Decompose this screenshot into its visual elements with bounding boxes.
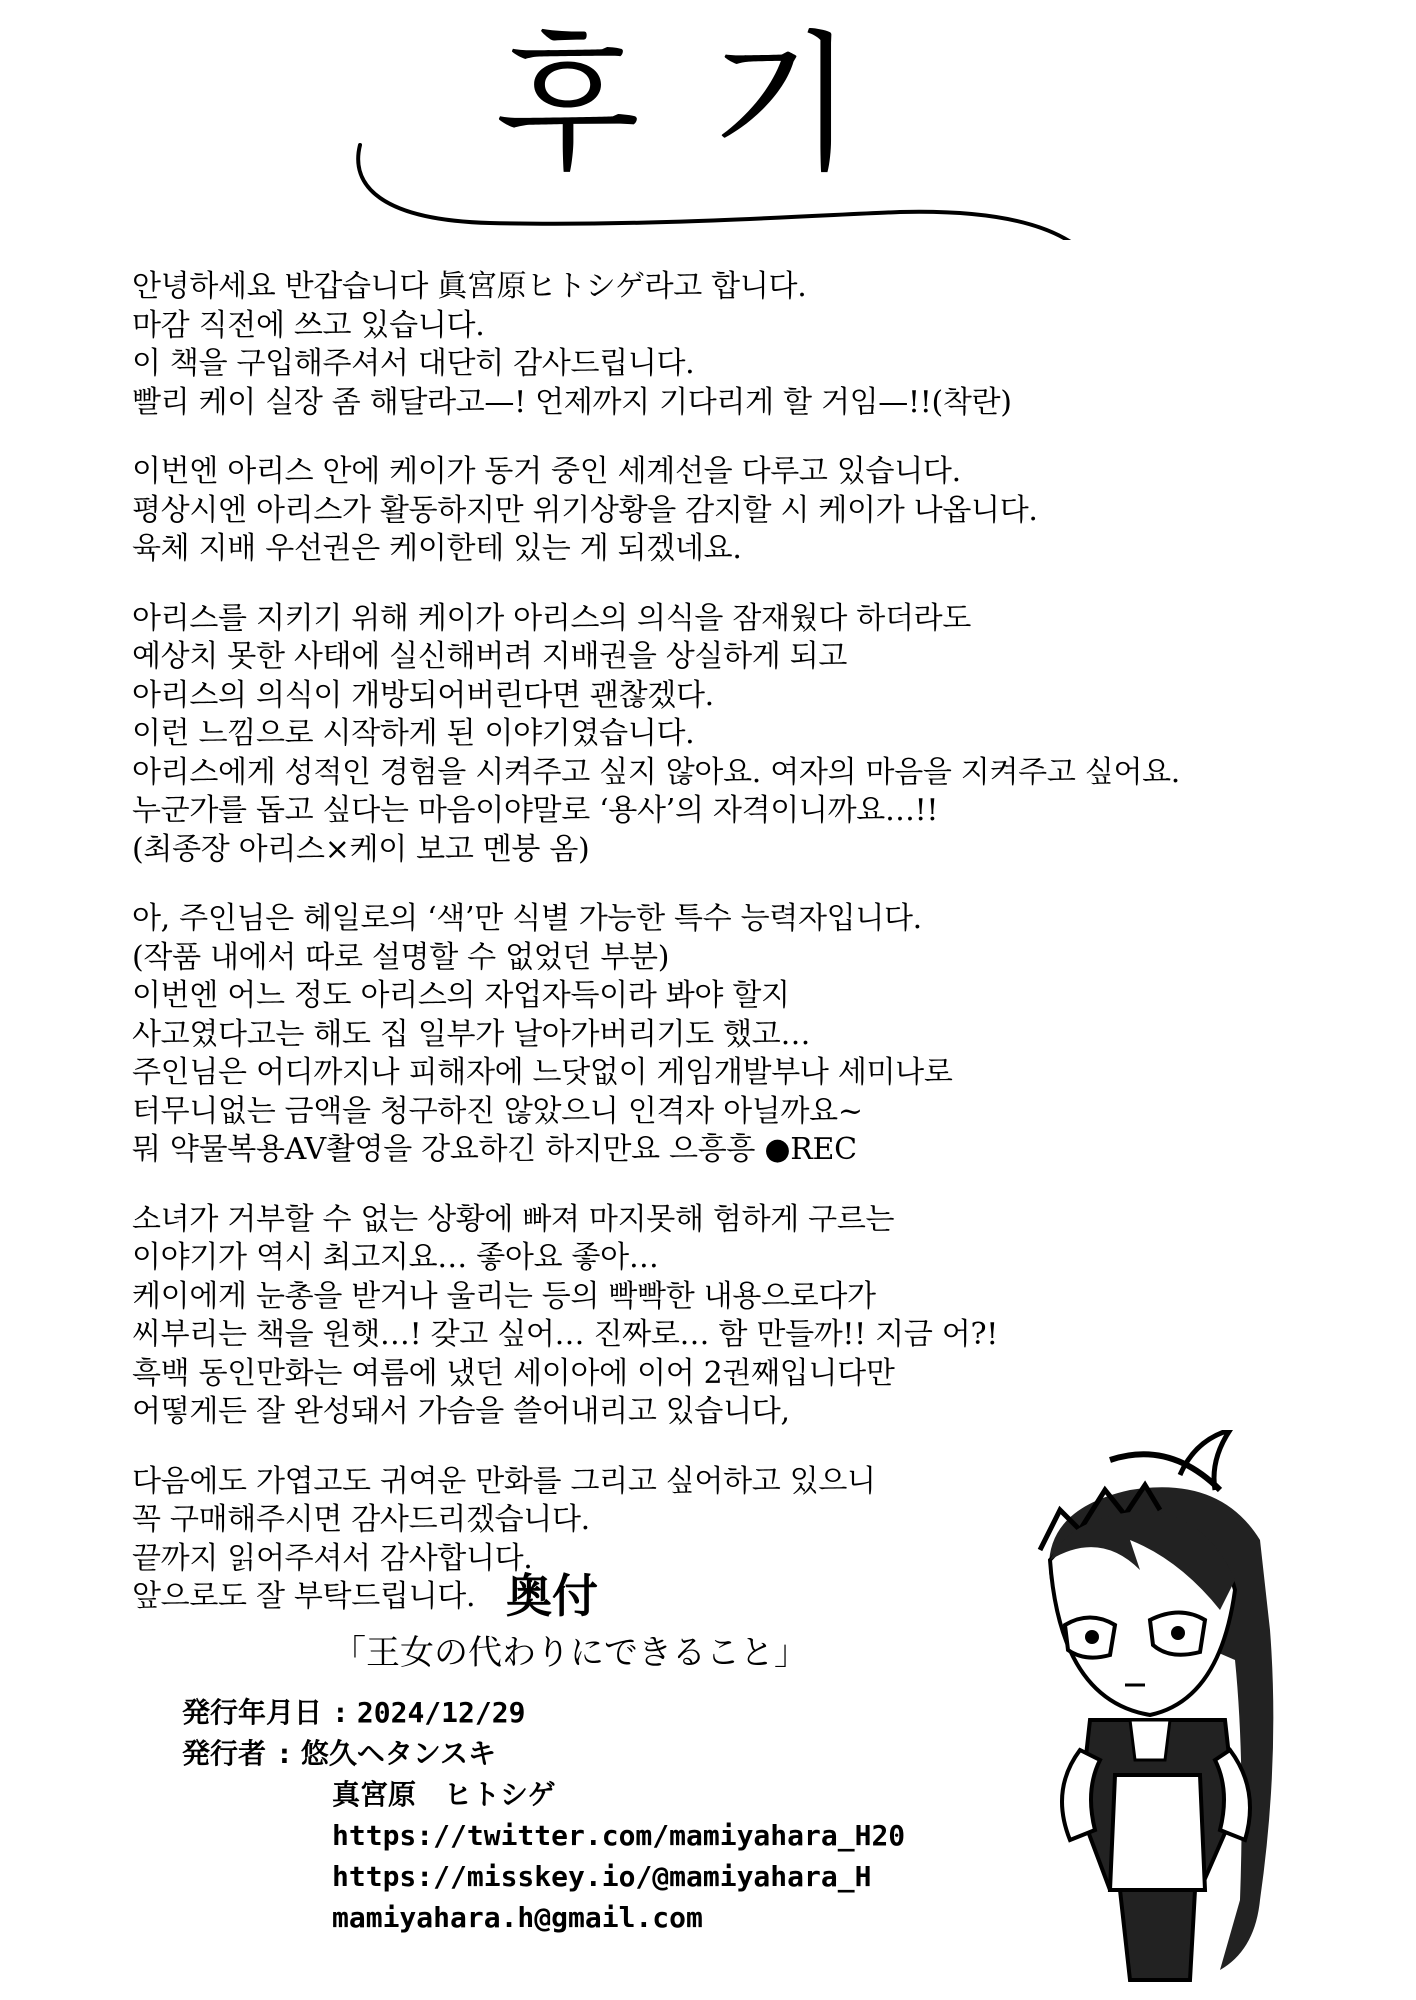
afterword-paragraph (132, 600, 1312, 870)
publish-date-label: 発行年月日 (182, 1696, 323, 1729)
email-link[interactable]: mamiyahara.h@gmail.com (332, 1901, 703, 1934)
afterword-line: 아리스의 의식이 개방되어버린다면 괜찮겠다. (132, 677, 714, 713)
afterword-line: (최종장 아리스×케이 보고 멘붕 옴) (132, 831, 590, 867)
colophon-credits (182, 1692, 905, 1938)
afterword-title (340, 20, 1080, 240)
afterword-line: 끝까지 읽어주셔서 감사합니다. (132, 1540, 533, 1576)
afterword-line: 평상시엔 아리스가 활동하지만 위기상황을 감지할 시 케이가 나옵니다. (132, 492, 1038, 528)
afterword-line: 이 책을 구입해주셔서 대단히 감사드립니다. (132, 346, 695, 381)
afterword-line: 흑백 동인만화는 여름에 냈던 세이아에 이어 2권째입니다만 (132, 1355, 895, 1391)
afterword-line: 씨부리는 책을 원햇…! 갖고 싶어… 진짜로… 함 만들까!! 지금 어?! (132, 1317, 998, 1352)
afterword-line: (작품 내에서 따로 설명할 수 없었던 부분) (132, 939, 670, 975)
afterword-line: 이야기가 역시 최고지요… 좋아요 좋아… (132, 1240, 659, 1275)
publisher-author: 真宮原 ヒトシゲ (332, 1778, 556, 1811)
afterword-line: 빨리 케이 실장 좀 해달라고—! 언제까지 기다리게 할 거임—!!(착란) (132, 384, 1012, 420)
publish-date-row (182, 1692, 905, 1733)
afterword-line: 아, 주인님은 헤일로의 ‘색’만 식별 가능한 특수 능력자입니다. (132, 901, 922, 936)
publisher-row (182, 1733, 905, 1774)
afterword-line: 꼭 구매해주시면 감사드리겠습니다. (132, 1502, 590, 1537)
maid-character-drawing (1020, 1430, 1310, 1985)
maid-character-illustration (1020, 1430, 1310, 1985)
afterword-line: 아리스를 지키기 위해 케이가 아리스의 의식을 잠재웠다 하더라도 (132, 600, 972, 636)
publisher-label: 発行者 (182, 1737, 267, 1770)
afterword-line: 안녕하세요 반갑습니다 眞宮原ヒトシゲ라고 합니다. (132, 269, 807, 304)
label-separator: : (332, 1696, 349, 1729)
publish-date-value: 2024/12/29 (356, 1696, 526, 1729)
afterword-line: 마감 직전에 쓰고 있습니다. (132, 307, 485, 343)
publisher-circle: 悠久ヘタンスキ (300, 1737, 497, 1770)
afterword-paragraph (132, 1201, 1312, 1432)
afterword-line: 소녀가 거부할 수 없는 상황에 빠져 마지못해 험하게 구르는 (132, 1201, 895, 1237)
afterword-line: 주인님은 어디까지나 피해자에 느닷없이 게임개발부나 세미나로 (132, 1055, 953, 1090)
twitter-link[interactable]: https://twitter.com/mamiyahara_H20 (332, 1819, 906, 1852)
afterword-line: 앞으로도 잘 부탁드립니다. (132, 1579, 476, 1614)
afterword-line: 누군가를 돕고 싶다는 마음이야말로 ‘용사’의 자격이니까요…!! (132, 793, 939, 828)
afterword-line: 예상치 못한 사태에 실신해버려 지배권을 상실하게 되고 (132, 639, 848, 674)
page-title: 후기 (495, 18, 925, 192)
afterword-line: 터무니없는 금액을 청구하진 않았으니 인격자 아닐까요~ (132, 1093, 863, 1129)
afterword-paragraph (132, 268, 1312, 422)
afterword-line: 이런 느낌으로 시작하게 된 이야기였습니다. (132, 716, 695, 751)
book-title: 「王女の代わりにできること」 (332, 1633, 808, 1673)
afterword-paragraph (132, 453, 1312, 569)
afterword-line: 육체 지배 우선권은 케이한테 있는 게 되겠네요. (132, 531, 742, 566)
afterword-line: 다음에도 가엽고도 귀여운 만화를 그리고 싶어하고 있으니 (132, 1463, 876, 1499)
afterword-line: 이번엔 어느 정도 아리스의 자업자득이라 봐야 할지 (132, 978, 790, 1013)
afterword-line: 어떻게든 잘 완성돼서 가슴을 쓸어내리고 있습니다, (132, 1394, 790, 1429)
misskey-link[interactable]: https://misskey.io/@mamiyahara_H (332, 1860, 872, 1893)
afterword-line: 사고였다고는 해도 집 일부가 날아가버리기도 했고… (132, 1016, 811, 1052)
afterword-line: 이번엔 아리스 안에 케이가 동거 중인 세계선을 다루고 있습니다. (132, 454, 961, 489)
afterword-line: 뭐 약물복용AV촬영을 강요하긴 하지만요 으흥흥 ●REC (132, 1132, 857, 1167)
afterword-line: 아리스에게 성적인 경험을 시켜주고 싶지 않아요. 여자의 마음을 지켜주고 싶어요. (132, 754, 1181, 790)
colophon-heading: 奥付 (506, 1569, 598, 1623)
label-separator: : (276, 1737, 293, 1770)
afterword-line: 케이에게 눈총을 받거나 울리는 등의 빡빡한 내용으로다가 (132, 1278, 876, 1314)
afterword-paragraph (132, 900, 1312, 1170)
